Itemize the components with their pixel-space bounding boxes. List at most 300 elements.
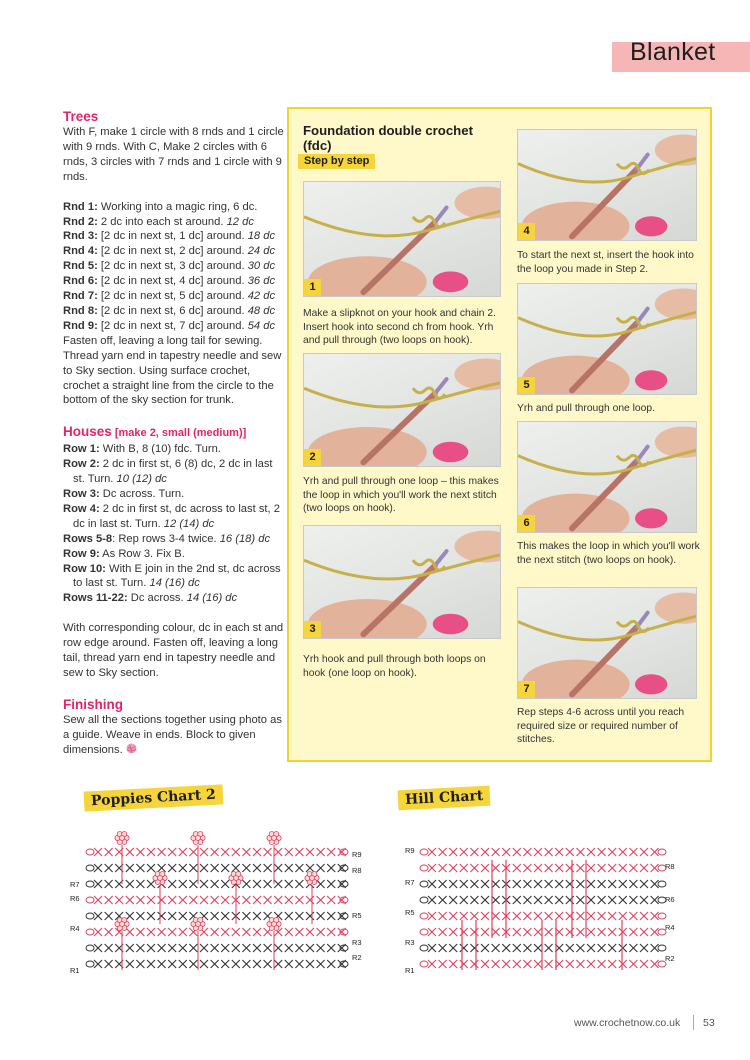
dc-stitch-symbol <box>555 864 563 872</box>
dc-stitch-symbol <box>211 880 219 888</box>
dc-stitch-symbol <box>513 912 521 920</box>
finishing-body: Sew all the sections together using photo as a guide. Weave in ends. Block to given dimensions. <box>63 713 282 756</box>
dc-stitch-symbol <box>253 896 261 904</box>
dc-stitch-symbol <box>598 848 606 856</box>
dc-stitch-symbol <box>608 880 616 888</box>
dc-stitch-symbol <box>566 960 574 968</box>
pattern-instructions <box>63 108 285 758</box>
dc-stitch-symbol <box>439 960 447 968</box>
dc-stitch-symbol <box>481 880 489 888</box>
dc-stitch-symbol <box>147 864 155 872</box>
dc-stitch-symbol <box>513 960 521 968</box>
crochet-photo-illustration <box>518 130 697 241</box>
step-photo-1 <box>303 181 501 297</box>
chart-row-label: R5 <box>405 908 415 917</box>
chain-symbol <box>420 961 428 967</box>
chain-symbol <box>86 881 94 887</box>
dc-stitch-symbol <box>126 848 134 856</box>
dc-stitch-symbol <box>598 896 606 904</box>
trees-round-label: Rnd 3: <box>63 230 98 243</box>
dc-stitch-symbol <box>576 864 584 872</box>
panel-title: Foundation double crochet (fdc) <box>303 123 473 153</box>
dc-stitch-symbol <box>274 880 282 888</box>
dc-stitch-symbol <box>136 928 144 936</box>
chain-symbol <box>420 881 428 887</box>
chain-symbol <box>86 913 94 919</box>
dc-stitch-symbol <box>449 960 457 968</box>
poppy-motif-symbol <box>229 872 243 924</box>
dc-stitch-symbol <box>428 864 436 872</box>
dc-stitch-symbol <box>94 880 102 888</box>
dc-stitch-symbol <box>587 944 595 952</box>
dc-stitch-symbol <box>221 880 229 888</box>
poppy-motif-symbol <box>191 832 205 884</box>
chart-row-label: R6 <box>665 895 675 904</box>
houses-row-7 <box>63 562 285 592</box>
dc-stitch-symbol <box>168 896 176 904</box>
dc-stitch-symbol <box>502 944 510 952</box>
dc-stitch-symbol <box>566 944 574 952</box>
dc-stitch-symbol <box>232 848 240 856</box>
dc-stitch-symbol <box>285 848 293 856</box>
dc-stitch-symbol <box>317 912 325 920</box>
houses-row-stitch-count: 10 (12) dc <box>116 473 167 486</box>
dc-stitch-symbol <box>253 928 261 936</box>
dc-stitch-symbol <box>651 896 659 904</box>
trees-round-text: 2 dc into each st around. <box>97 215 227 228</box>
dc-stitch-symbol <box>545 848 553 856</box>
dc-stitch-symbol <box>105 848 113 856</box>
houses-row-text: As Row 3. Fix B. <box>99 547 185 560</box>
step-photo-6 <box>517 421 697 533</box>
dc-stitch-symbol <box>439 944 447 952</box>
dc-stitch-symbol <box>200 848 208 856</box>
dc-stitch-symbol <box>619 960 627 968</box>
dc-stitch-symbol <box>640 864 648 872</box>
dc-stitch-symbol <box>306 896 314 904</box>
dc-stitch-symbol <box>545 896 553 904</box>
chain-symbol <box>420 849 428 855</box>
dc-stitch-symbol <box>242 896 250 904</box>
houses-row-label: Rows 11-22: <box>63 592 128 605</box>
dc-stitch-symbol <box>534 864 542 872</box>
dc-stitch-symbol <box>651 848 659 856</box>
dc-stitch-symbol <box>523 864 531 872</box>
dc-stitch-symbol <box>513 864 521 872</box>
trees-round-3 <box>63 229 285 244</box>
chart-row-label: R3 <box>352 938 362 947</box>
trees-round-stitch-count: 36 dc <box>247 275 276 288</box>
dc-stitch-symbol <box>640 896 648 904</box>
trees-round-label: Rnd 5: <box>63 260 98 273</box>
houses-heading <box>63 423 285 442</box>
dc-stitch-symbol <box>295 880 303 888</box>
dc-stitch-symbol <box>608 864 616 872</box>
houses-row-text: Dc across. Turn. <box>99 488 185 501</box>
houses-row-3 <box>63 487 285 502</box>
dc-stitch-symbol <box>274 864 282 872</box>
dc-stitch-symbol <box>295 848 303 856</box>
dc-stitch-symbol <box>168 864 176 872</box>
dc-stitch-symbol <box>147 944 155 952</box>
dc-stitch-symbol <box>136 960 144 968</box>
step-photo-7 <box>517 587 697 699</box>
dc-stitch-symbol <box>211 944 219 952</box>
poppy-motif-symbol <box>267 832 281 884</box>
dc-stitch-symbol <box>428 896 436 904</box>
dc-stitch-symbol <box>189 944 197 952</box>
dc-stitch-symbol <box>576 896 584 904</box>
dc-stitch-symbol <box>523 848 531 856</box>
chart-row-label: R8 <box>352 866 362 875</box>
trees-round-stitch-count: 24 dc <box>247 245 276 258</box>
dc-stitch-symbol <box>317 880 325 888</box>
dc-stitch-symbol <box>651 944 659 952</box>
dc-stitch-symbol <box>168 944 176 952</box>
dc-stitch-symbol <box>608 944 616 952</box>
dc-stitch-symbol <box>640 848 648 856</box>
dc-stitch-symbol <box>189 960 197 968</box>
trees-round-stitch-count: 42 dc <box>247 290 276 303</box>
dc-stitch-symbol <box>327 912 335 920</box>
dc-stitch-symbol <box>481 944 489 952</box>
dc-stitch-symbol <box>221 928 229 936</box>
dc-stitch-symbol <box>94 864 102 872</box>
dc-stitch-symbol <box>158 864 166 872</box>
dc-stitch-symbol <box>449 864 457 872</box>
dc-stitch-symbol <box>306 848 314 856</box>
dc-stitch-symbol <box>285 896 293 904</box>
dc-stitch-symbol <box>587 848 595 856</box>
dc-stitch-symbol <box>179 848 187 856</box>
dc-stitch-symbol <box>449 848 457 856</box>
dc-stitch-symbol <box>126 928 134 936</box>
dc-stitch-symbol <box>147 848 155 856</box>
dc-stitch-symbol <box>168 912 176 920</box>
houses-row-label: Row 10: <box>63 562 106 575</box>
dc-stitch-symbol <box>492 864 500 872</box>
dc-stitch-symbol <box>115 896 123 904</box>
dc-stitch-symbol <box>94 944 102 952</box>
dc-stitch-symbol <box>158 896 166 904</box>
dc-stitch-symbol <box>306 960 314 968</box>
dc-stitch-symbol <box>481 960 489 968</box>
dc-stitch-symbol <box>253 864 261 872</box>
trees-round-5 <box>63 259 285 274</box>
dc-stitch-symbol <box>428 848 436 856</box>
dc-stitch-symbol <box>629 848 637 856</box>
dc-stitch-symbol <box>555 880 563 888</box>
step-photo-5 <box>517 283 697 395</box>
dc-stitch-symbol <box>327 960 335 968</box>
crochet-photo-illustration <box>304 526 501 639</box>
dc-stitch-symbol <box>428 960 436 968</box>
step-caption-6: This makes the loop in which you'll work the next stitch (two loops on hook). <box>517 541 700 566</box>
chain-symbol <box>658 849 666 855</box>
houses-finish-text: With corresponding colour, dc in each st and row edge around. Fasten off, leaving a long tail, thread yarn end in tapestry needle and sew to Sky section. <box>63 622 284 679</box>
dc-stitch-symbol <box>317 848 325 856</box>
houses-row-label: Row 4: <box>63 502 100 515</box>
chart-row-label: R8 <box>665 862 675 871</box>
dc-stitch-symbol <box>449 896 457 904</box>
dc-stitch-symbol <box>179 880 187 888</box>
chart-row-label: R4 <box>70 924 80 933</box>
dc-stitch-symbol <box>242 944 250 952</box>
dc-stitch-symbol <box>253 880 261 888</box>
dc-stitch-symbol <box>189 880 197 888</box>
houses-heading-text: Houses <box>63 424 112 440</box>
dc-stitch-symbol <box>492 960 500 968</box>
step-photo-3 <box>303 525 501 639</box>
dc-stitch-symbol <box>264 880 272 888</box>
dc-stitch-symbol <box>608 960 616 968</box>
dc-stitch-symbol <box>545 928 553 936</box>
houses-row-text: With E join in the 2nd st, dc across to last st. Turn. <box>73 562 281 590</box>
dc-stitch-symbol <box>232 864 240 872</box>
chain-symbol <box>420 865 428 871</box>
dc-stitch-symbol <box>513 896 521 904</box>
dc-stitch-symbol <box>200 960 208 968</box>
dc-stitch-symbol <box>317 864 325 872</box>
dc-stitch-symbol <box>502 960 510 968</box>
dc-stitch-symbol <box>460 960 468 968</box>
dc-stitch-symbol <box>619 848 627 856</box>
dc-stitch-symbol <box>576 880 584 888</box>
dc-stitch-symbol <box>253 912 261 920</box>
dc-stitch-symbol <box>513 928 521 936</box>
dc-stitch-symbol <box>285 880 293 888</box>
step-by-step-badge: Step by step <box>298 154 375 169</box>
dc-stitch-symbol <box>158 944 166 952</box>
dc-stitch-symbol <box>470 864 478 872</box>
dc-stitch-symbol <box>242 912 250 920</box>
crochet-photo-illustration <box>518 284 697 395</box>
dc-stitch-symbol <box>640 880 648 888</box>
dc-stitch-symbol <box>555 848 563 856</box>
dc-stitch-symbol <box>576 912 584 920</box>
chain-symbol <box>420 929 428 935</box>
dc-stitch-symbol <box>523 912 531 920</box>
dc-stitch-symbol <box>598 944 606 952</box>
dc-stitch-symbol <box>576 848 584 856</box>
dc-stitch-symbol <box>211 896 219 904</box>
dc-stitch-symbol <box>640 928 648 936</box>
finishing-heading: Finishing <box>63 696 123 712</box>
chart-row-label: R4 <box>665 923 675 932</box>
dc-stitch-symbol <box>513 880 521 888</box>
dc-stitch-symbol <box>317 960 325 968</box>
dc-stitch-symbol <box>439 912 447 920</box>
dc-stitch-symbol <box>470 880 478 888</box>
dc-stitch-symbol <box>629 864 637 872</box>
dc-stitch-symbol <box>545 944 553 952</box>
dc-stitch-symbol <box>264 864 272 872</box>
dc-stitch-symbol <box>619 944 627 952</box>
dc-stitch-symbol <box>619 880 627 888</box>
dc-stitch-symbol <box>168 880 176 888</box>
dc-stitch-symbol <box>481 928 489 936</box>
dc-stitch-symbol <box>651 960 659 968</box>
dc-stitch-symbol <box>598 880 606 888</box>
trees-round-9 <box>63 319 285 334</box>
dc-stitch-symbol <box>285 864 293 872</box>
dc-stitch-symbol <box>317 944 325 952</box>
dc-stitch-symbol <box>168 960 176 968</box>
trees-finish-text: Fasten off, leaving a long tail for sewing. Thread yarn end in tapestry needle and sew to Sky section. Using surface crochet, crochet a straight line from the circle to the bottom of the sky section for trunk. <box>63 334 282 407</box>
dc-stitch-symbol <box>295 912 303 920</box>
dc-stitch-symbol <box>242 848 250 856</box>
houses-heading-sub: [make 2, small (medium)] <box>111 427 247 440</box>
trees-round-label: Rnd 1: <box>63 200 98 213</box>
dc-stitch-symbol <box>200 880 208 888</box>
dc-stitch-symbol <box>158 960 166 968</box>
dc-stitch-symbol <box>428 944 436 952</box>
houses-row-text: With B, 8 (10) fdc. Turn. <box>99 443 221 456</box>
dc-stitch-symbol <box>242 928 250 936</box>
dc-stitch-symbol <box>470 848 478 856</box>
dc-stitch-symbol <box>327 944 335 952</box>
trees-round-stitch-count: 54 dc <box>247 319 276 332</box>
dc-stitch-symbol <box>327 848 335 856</box>
dc-stitch-symbol <box>598 864 606 872</box>
dc-stitch-symbol <box>317 928 325 936</box>
trees-round-7 <box>63 289 285 304</box>
trees-round-1 <box>63 200 285 215</box>
dc-stitch-symbol <box>598 912 606 920</box>
dc-stitch-symbol <box>651 912 659 920</box>
dc-stitch-symbol <box>306 944 314 952</box>
dc-stitch-symbol <box>200 896 208 904</box>
dc-stitch-symbol <box>629 896 637 904</box>
houses-row-2 <box>63 457 285 487</box>
dc-stitch-symbol <box>242 880 250 888</box>
dc-stitch-symbol <box>545 864 553 872</box>
dc-stitch-symbol <box>523 928 531 936</box>
dc-stitch-symbol <box>608 848 616 856</box>
dc-stitch-symbol <box>274 944 282 952</box>
dc-stitch-symbol <box>264 848 272 856</box>
dc-stitch-symbol <box>94 928 102 936</box>
dc-stitch-symbol <box>545 960 553 968</box>
houses-row-stitch-count: 14 (16) dc <box>186 592 238 605</box>
dc-stitch-symbol <box>492 912 500 920</box>
dc-stitch-symbol <box>264 896 272 904</box>
dc-stitch-symbol <box>147 928 155 936</box>
trees-round-text: [2 dc in next st, 5 dc] around. <box>97 290 248 303</box>
houses-row-text: Dc across. <box>127 592 187 605</box>
dc-stitch-symbol <box>629 880 637 888</box>
dc-stitch-symbol <box>168 928 176 936</box>
chain-symbol <box>420 945 428 951</box>
trees-round-stitch-count: 30 dc <box>247 260 276 273</box>
dc-stitch-symbol <box>492 880 500 888</box>
dc-stitch-symbol <box>168 848 176 856</box>
dc-stitch-symbol <box>200 944 208 952</box>
poppy-motif-symbol <box>115 832 129 884</box>
poppies-chart-title: Poppies Chart 2 <box>84 784 224 811</box>
dc-stitch-symbol <box>295 928 303 936</box>
dc-stitch-symbol <box>327 896 335 904</box>
dc-stitch-symbol <box>105 880 113 888</box>
trees-heading: Trees <box>63 109 99 124</box>
dc-stitch-symbol <box>232 928 240 936</box>
chart-row-label: R6 <box>70 894 80 903</box>
step-number-badge: 2 <box>304 449 321 466</box>
dc-stitch-symbol <box>94 912 102 920</box>
dc-stitch-symbol <box>221 944 229 952</box>
trees-round-text: [2 dc in next st, 2 dc] around. <box>97 245 248 258</box>
dc-stitch-symbol <box>587 960 595 968</box>
houses-row-label: Row 9: <box>63 547 100 560</box>
dc-stitch-symbol <box>513 848 521 856</box>
dc-stitch-symbol <box>651 928 659 936</box>
dc-stitch-symbol <box>587 864 595 872</box>
houses-row-5 <box>63 532 285 547</box>
dc-stitch-symbol <box>211 960 219 968</box>
dc-stitch-symbol <box>534 912 542 920</box>
dc-stitch-symbol <box>274 848 282 856</box>
dc-stitch-symbol <box>481 848 489 856</box>
houses-row-stitch-count: 12 (14) dc <box>163 517 215 530</box>
dc-stitch-symbol <box>105 960 113 968</box>
chart-row-label: R2 <box>665 954 675 963</box>
chain-symbol <box>86 945 94 951</box>
dc-stitch-symbol <box>492 896 500 904</box>
dc-stitch-symbol <box>179 960 187 968</box>
step-caption-3: Yrh hook and pull through both loops on hook (one loop on hook). <box>303 654 486 679</box>
houses-row-1 <box>63 442 285 457</box>
dc-stitch-symbol <box>640 960 648 968</box>
dc-stitch-symbol <box>576 928 584 936</box>
dc-stitch-symbol <box>327 880 335 888</box>
dc-stitch-symbol <box>502 848 510 856</box>
dc-stitch-symbol <box>640 912 648 920</box>
houses-rows <box>63 442 285 606</box>
chart-row-label: R7 <box>70 880 80 889</box>
dc-stitch-symbol <box>94 960 102 968</box>
dc-stitch-symbol <box>640 944 648 952</box>
poppy-motif-symbol <box>153 872 167 924</box>
dc-stitch-symbol <box>317 896 325 904</box>
chain-symbol <box>86 897 94 903</box>
chain-symbol <box>86 961 94 967</box>
dc-stitch-symbol <box>126 864 134 872</box>
dc-stitch-symbol <box>449 928 457 936</box>
houses-row-6 <box>63 547 285 562</box>
dc-stitch-symbol <box>147 960 155 968</box>
dc-stitch-symbol <box>651 880 659 888</box>
dc-stitch-symbol <box>285 960 293 968</box>
dc-stitch-symbol <box>179 912 187 920</box>
dc-stitch-symbol <box>619 912 627 920</box>
dc-stitch-symbol <box>619 864 627 872</box>
crochet-photo-illustration <box>304 182 501 297</box>
dc-stitch-symbol <box>136 880 144 888</box>
dc-stitch-symbol <box>587 912 595 920</box>
step-caption-2: Yrh and pull through one loop – this makes the loop in which you'll work the next stitch (two loops on hook). <box>303 476 499 514</box>
dc-stitch-symbol <box>306 928 314 936</box>
dc-stitch-symbol <box>449 880 457 888</box>
dc-stitch-symbol <box>470 912 478 920</box>
dc-stitch-symbol <box>534 960 542 968</box>
houses-row-text: 2 dc in first st, 6 (8) dc, 2 dc in last st. Turn. <box>73 458 273 486</box>
dc-stitch-symbol <box>598 960 606 968</box>
dc-stitch-symbol <box>327 864 335 872</box>
dc-stitch-symbol <box>651 864 659 872</box>
dc-stitch-symbol <box>189 848 197 856</box>
dc-stitch-symbol <box>126 944 134 952</box>
footer-url[interactable]: www.crochetnow.co.uk <box>574 1017 681 1029</box>
